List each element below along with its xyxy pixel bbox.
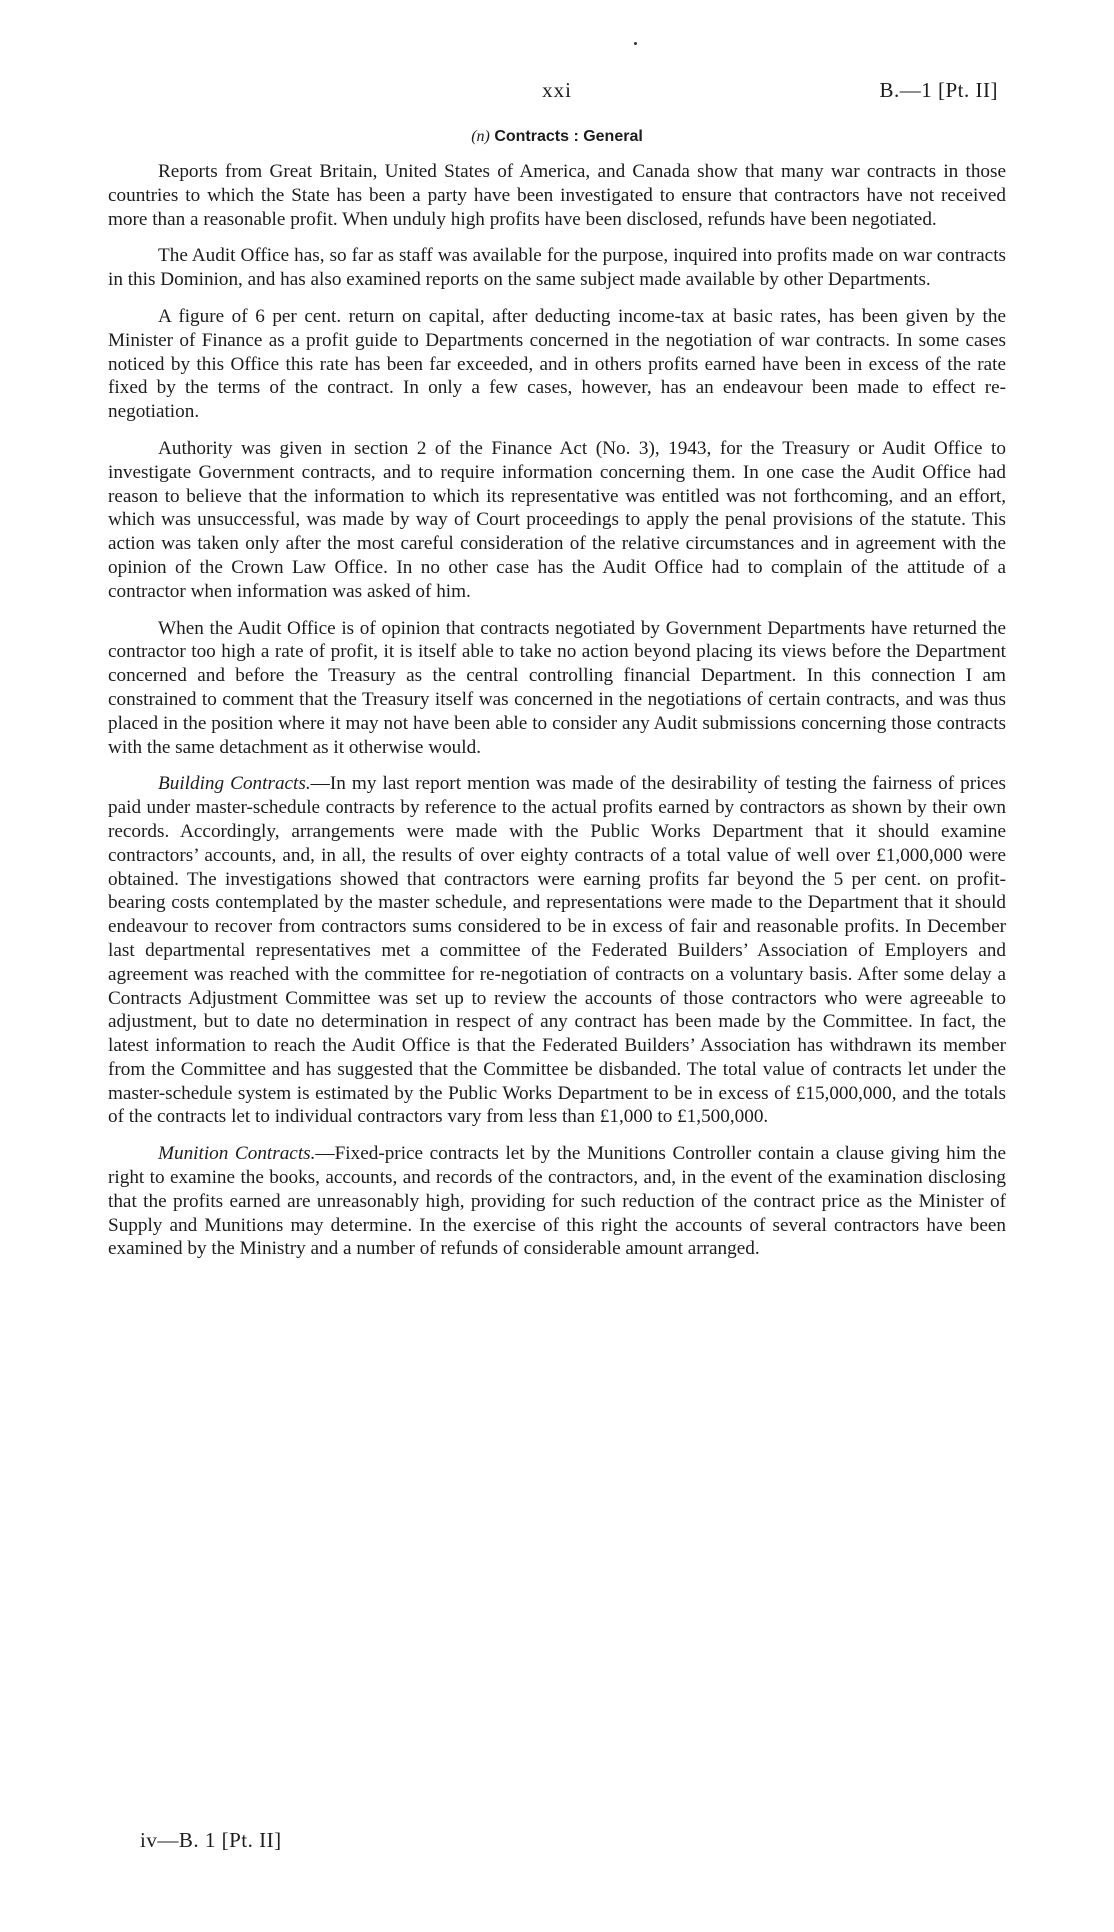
- paragraph-text: When the Audit Office is of opinion that contracts negotiated by Government Departments have returned the contractor too high a rate of profit, it is itself able to take no action beyond placing its views before the Department concerned and before the Treasury as the central controlling financial Department. In this connection I am constrained to comment that the Treasury itself was concerned in the negotiations of certain contracts, and was thus placed in the position where it may not have been able to consider any Audit submissions concerning those contracts with the same detachment as it otherwise would.: [108, 617, 1006, 758]
- paragraph-text: The Audit Office has, so far as staff was available for the purpose, inquired into profits made on war contracts in this Dominion, and has also examined reports on the same subject made available by other Departments.: [108, 245, 1006, 291]
- paragraph-lead: Munition Contracts.: [158, 1143, 316, 1165]
- paragraph-text: Reports from Great Britain, United States of America, and Canada show that many war contracts in those countries to which the State has been a party have been investigated to ensure that contractors have not received more than a reasonable profit. When unduly high profits have been disclosed, refunds have been negotiated.: [108, 161, 1006, 230]
- paper-reference: B.—1 [Pt. II]: [879, 78, 998, 102]
- paragraph-munition-contracts: [108, 1142, 1006, 1261]
- paragraph-profit-guide: [108, 305, 1006, 424]
- paragraph-authority: [108, 437, 1006, 604]
- section-number: (n): [471, 128, 490, 145]
- print-speck: [634, 42, 637, 45]
- page-number: xxi: [542, 78, 572, 102]
- paragraph-audit-office: [108, 244, 1006, 292]
- paragraph-opinion: [108, 617, 1006, 760]
- paragraph-reports: [108, 160, 1006, 231]
- body-text: [108, 160, 1006, 1274]
- page-footer-signature: iv—B. 1 [Pt. II]: [140, 1828, 282, 1852]
- paragraph-building-contracts: [108, 772, 1006, 1129]
- paragraph-lead: Building Contracts.: [158, 773, 311, 795]
- paragraph-text: Authority was given in section 2 of the Finance Act (No. 3), 1943, for the Treasury or Audit Office to investigate Government contracts, and to require information concerning them. In one case the Audit Office had reason to believe that the information to which its representative was entitled was not forthcoming, and an effort, which was unsuccessful, was made by way of Court proceedings to apply the penal provisions of the statute. This action was taken only after the most careful consideration of the relative circumstances and in agreement with the opinion of the Crown Law Office. In no other case has the Audit Office had to complain of the attitude of a contractor when information was asked of him.: [108, 437, 1006, 602]
- paragraph-text: —In my last report mention was made of the desirability of testing the fairness of prices paid under master-schedule contracts by reference to the actual profits earned by contractors as shown by their own records. Accordingly, arrangements were made with the Public Works Department that it should examine contractors’ accounts, and, in all, the results of over eighty contracts of a total value of well over £1,000,000 were obtained. The investigations showed that contractors were earning profits far beyond the 5 per cent. on profit-bearing costs contemplated by the master schedule, and representations were made to the Department that it should endeavour to recover from contractors sums considered to be in excess of fair and reasonable profits. In December last departmental representatives met a committee of the Federated Builders’ Association of Employers and agreement was reached with the committee for re-negotiation of contracts on a voluntary basis. After some delay a Contracts Adjustment Committee was set up to review the accounts of those contractors who were agreeable to adjustment, but to date no determination in respect of any contract has been made by the Committee. In fact, the latest information to reach the Audit Office is that the Federated Builders’ Association has withdrawn its member from the Committee and has suggested that the Committee be disbanded. The total value of contracts let under the master-schedule system is estimated by the Public Works Department to be in excess of £15,000,000, and the totals of the contracts let to individual contractors vary from less than £1,000 to £1,500,000.: [108, 773, 1006, 1128]
- section-title: Contracts : General: [494, 128, 643, 145]
- paragraph-text: —Fixed-price contracts let by the Munitions Controller contain a clause giving him the right to examine the books, accounts, and records of the contractors, and, in the event of the examination disclosing that the profits earned are unreasonably high, providing for such reduction of the contract price as the Minister of Supply and Munitions may determine. In the exercise of this right the accounts of several contractors have been examined by the Ministry and a number of refunds of considerable amount arranged.: [108, 1143, 1007, 1260]
- paragraph-text: A figure of 6 per cent. return on capital, after deducting income-tax at basic rates, has been given by the Minister of Finance as a profit guide to Departments concerned in the negotiation of war contracts. In some cases noticed by this Office this rate has been far exceeded, and in others profits earned have been in excess of the rate fixed by the terms of the contract. In only a few cases, however, has an endeavour been made to effect re-negotiation.: [108, 305, 1006, 423]
- section-heading: [0, 128, 1114, 146]
- page-header: [0, 78, 1114, 106]
